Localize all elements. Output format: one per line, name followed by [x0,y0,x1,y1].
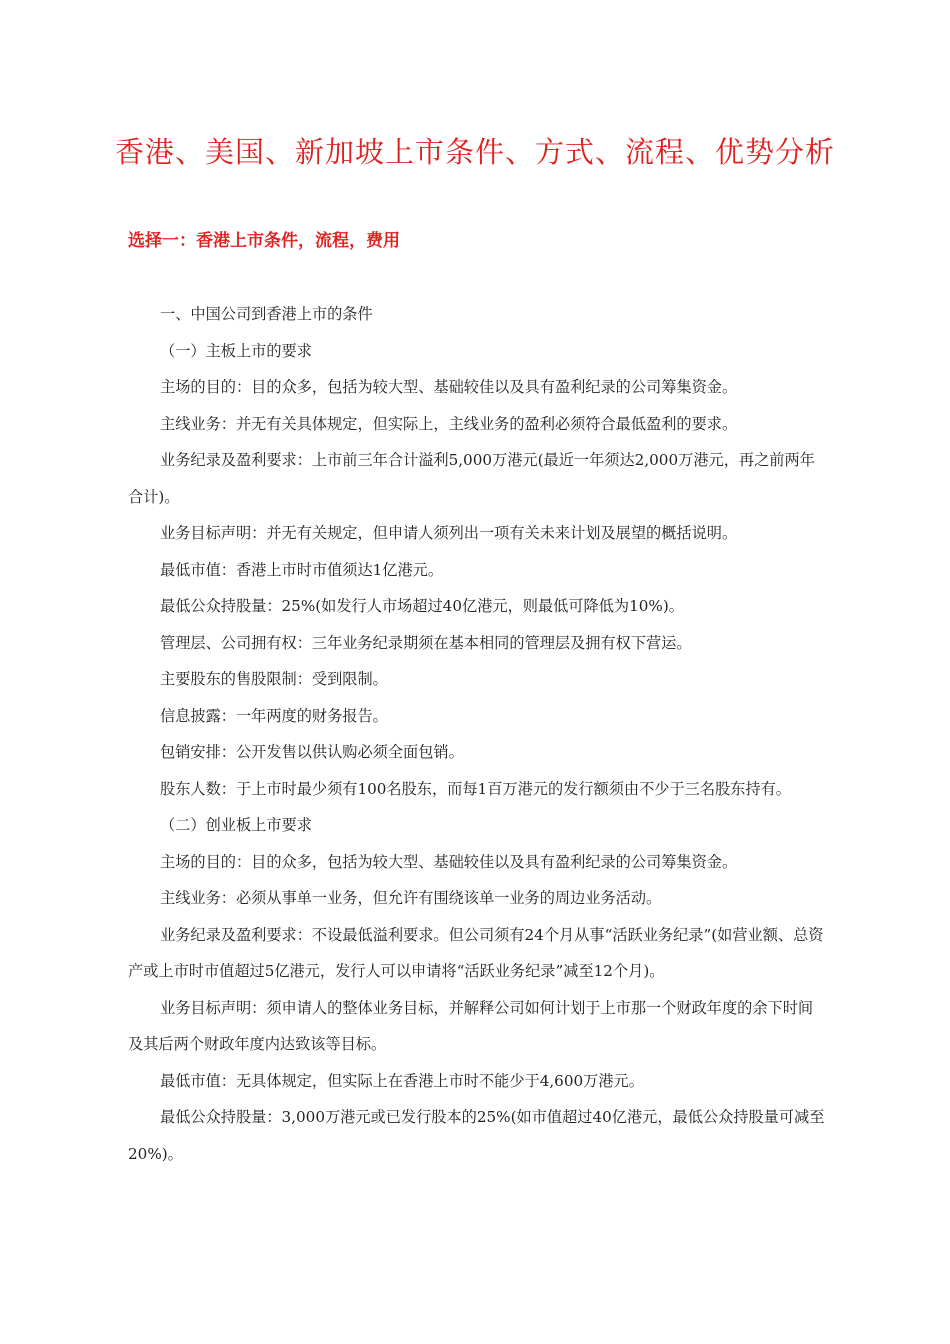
paragraph: 股东人数：于上市时最少须有100名股东，而每1百万港元的发行额须由不少于三名股东持有。 [160,779,791,798]
heading-conditions: 一、中国公司到香港上市的条件 [160,305,373,323]
paragraph: 包销安排：公开发售以供认购必须全面包销。 [160,743,464,761]
paragraph: 最低公众持股量：3,000万港元或已发行股本的25%(如市值超过40亿港元，最低公众持股量可减至20%)。 [128,1108,825,1163]
document-body [128,296,828,1172]
paragraph: 主场的目的：目的众多，包括为较大型、基础较佳以及具有盈利纪录的公司筹集资金。 [160,852,738,871]
paragraph: 最低市值：香港上市时市值须达1亿港元。 [160,560,444,579]
paragraph: 信息披露：一年两度的财务报告。 [160,706,388,725]
paragraph: 业务纪录及盈利要求：不设最低溢利要求。但公司须有24个月从事“活跃业务纪录”(如营业额、总资产或上市时市值超过5亿港元，发行人可以申请将“活跃业务纪录”减至12个月)。 [128,925,824,980]
paragraph: 主线业务：并无有关具体规定，但实际上，主线业务的盈利必须符合最低盈利的要求。 [160,414,738,433]
paragraph: 最低公众持股量：25%(如发行人市场超过40亿港元，则最低可降低为10%)。 [160,597,684,615]
paragraph: 管理层、公司拥有权：三年业务纪录期须在基本相同的管理层及拥有权下营运。 [160,633,692,652]
paragraph: 主线业务：必须从事单一业务，但允许有围绕该单一业务的周边业务活动。 [160,889,662,907]
paragraph: 业务目标声明：须申请人的整体业务目标，并解释公司如何计划于上市那一个财政年度的余下时间及其后两个财政年度内达致该等目标。 [128,998,814,1053]
section-heading: 选择一：香港上市条件，流程，费用 [128,231,400,251]
paragraph: 主要股东的售股限制：受到限制。 [160,670,388,688]
subheading-main-board: （一）主板上市的要求 [160,341,312,360]
paragraph: 业务目标声明：并无有关规定，但申请人须列出一项有关未来计划及展望的概括说明。 [160,524,738,542]
paragraph: 主场的目的：目的众多，包括为较大型、基础较佳以及具有盈利纪录的公司筹集资金。 [160,378,738,396]
paragraph: 业务纪录及盈利要求：上市前三年合计溢利5,000万港元(最近一年须达2,000万港元，再之前两年合计)。 [128,451,815,506]
document-title: 香港、美国、新加坡上市条件、方式、流程、优势分析 [114,135,835,169]
paragraph: 最低市值：无具体规定，但实际上在香港上市时不能少于4,600万港元。 [160,1071,644,1090]
subheading-gem: （二）创业板上市要求 [160,816,312,834]
